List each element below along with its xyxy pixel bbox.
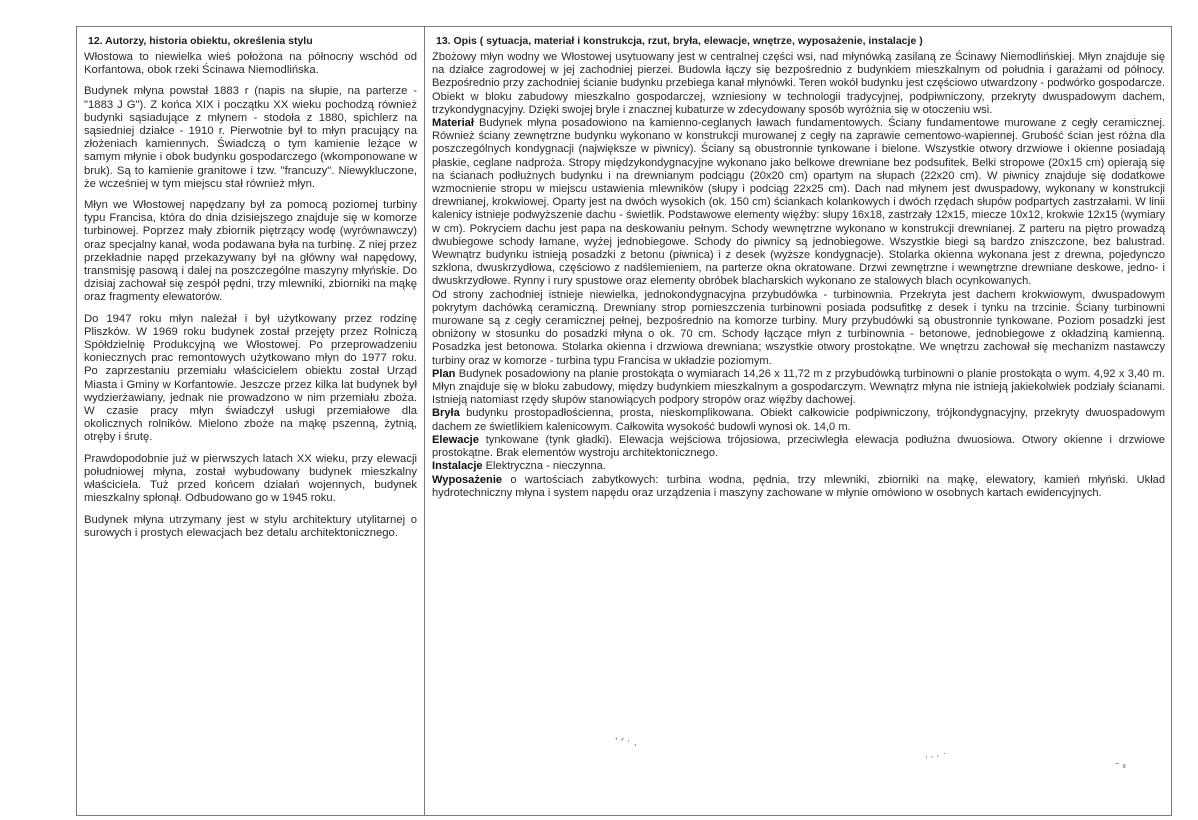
equipment-paragraph xyxy=(432,474,1165,500)
history-paragraph: Prawdopodobnie już w pierwszych latach XX wieku, przy elewacji południowej młyna, został wybudowany budynek mieszkalny właściciela. Tuż przed końcem działań wojennych, budynek mieszkalny spłonął. Odbudowano go w 1945 roku. xyxy=(84,452,417,505)
paragraph-text: Elektryczna - nieczynna. xyxy=(482,460,606,473)
plan-paragraph xyxy=(432,368,1165,408)
scan-speckle: ' ᐟ · ˏ xyxy=(615,737,638,747)
history-paragraph: Budynek młyna powstał 1883 r (napis na słupie, na parterze - "1883 J G"). Z końca XIX i początku XX wieku pochodzą również budynki sąsiadujące z młynem - stodoła z 1880, spichlerz na sąsiedniej działce - 1910 r. Pierwotnie był to młyn pracujący na złożeniach kamiennych. Świadczą o tym kamienie leżące w samym młynie i obok budynku gospodarczego (wkomponowane w bruk). Są to kamienie granitowe i tzw. "francuzy". Niewykluczone, że wcześniej w tym miejscu stał również młyn. xyxy=(84,85,417,190)
paragraph-lead: Instalacje xyxy=(432,460,483,473)
description-paragraph: Obiekt w bloku zabudowy mieszkalno gospodarczej, wzniesiony w technologii tradycyjnej, podpiwniczony, przekryty dwuspadowym dachem, trzykondygnacyjny. Dzięki swojej bryle i znacznej kubaturze w zdecydowany sposób wyróżnia się w otoczeniu wsi. xyxy=(432,90,1165,116)
description-paragraph: Zbożowy młyn wodny we Włostowej usytuowany jest w centralnej części wsi, nad młynówką zasilaną ze Ścinawy Niemodlińskiej. Młyn znajduje się na działce zagrodowej w jej zachodniej pierzei. Budowla łączy się bezpośrednio z budynkiem mieszkalnym od południa i garażami od północy. Bezpośrednio przy zachodniej ścianie budynku przebiega kanał młynówki. Teren wokół budynku jest częściowo utwardzony - podwórko gospodarcze. xyxy=(432,51,1165,90)
paragraph-lead: Wyposażenie xyxy=(432,473,503,486)
paragraph-text: tynkowane (tynk gładki). Elewacja wejściowa trójosiowa, przeciwległa elewacja podłużna dwuosiowa. Otwory okienne i drzwiowe prostokątne. Brak elementów wystroju architektonicznego. xyxy=(432,433,1165,460)
history-paragraph: Młyn we Włostowej napędzany był za pomocą poziomej turbiny typu Francisa, która do dnia dzisiejszego znajduje się w komorze turbinowej. Poprzez mały zbiornik piętrzący wodę (wyrównawczy) oraz specjalny kanał, woda podawana była na turbinę. Z niej przez przekładnie napęd przekazywany był na główny wał napędowy, transmisję pasową i dalej na poszczególne maszyny młyńskie. Do dzisiaj zachował się zespół pędni, trzy mlewniki, zbiorniki na mąkę oraz fragmenty elewatorów. xyxy=(84,199,417,304)
form-sheet xyxy=(76,26,1172,816)
paragraph-text: budynku prostopadłościenna, prosta, nieskomplikowana. Obiekt całkowicie podpiwniczony, trójkondygnacyjny, przekryty dwuospadowym dachem ze świetlikiem kalenicowym. Całkowita wysokość budowli wynosi ok. 14,0 m. xyxy=(432,407,1165,433)
section-13-description xyxy=(425,27,1171,815)
scan-speckle: · · ˑ ˙ xyxy=(925,753,947,763)
material-paragraph xyxy=(432,117,1165,289)
paragraph-lead: Bryła xyxy=(432,407,460,420)
paragraph-text: Budynek posadowiony na planie prostokąta o wymiarach 14,26 x 11,72 m z przybudówką turbinowni o planie prostokąta o wym. 4,92 x 3,40 m. Młyn znajduje się w bloku zabudowy, między budynkiem mieszkalnym a gospodarczym. Wewnątrz młyna nie istnieją jakiekolwiek podziały ścianami. Istnieją natomiast rzędy słupów stanowiących podpory stropów oraz więźby dachowej. xyxy=(432,367,1165,407)
section-13-heading: 13. Opis ( sytuacja, materiał i konstrukcja, rzut, bryła, elewacje, wnętrze, wyposażenie, instalacje ) xyxy=(436,35,923,47)
history-paragraph: Budynek młyna utrzymany jest w stylu architektury utylitarnej o surowych i prostych elewacjach bez detalu architektonicznego. xyxy=(84,513,417,539)
paragraph-text: Od strony zachodniej istnieje niewielka, jednokondygnacyjna przybudówka - turbinownia. Przekryta jest dachem krokwiowym, dwuspadowym pokrytym dachówką ceramiczną. Drewniany strop pomieszczenia turbinowni posiada podsufitkę z desek i tynku na trzcinie. Ściany turbinowni murowane są z cegły ceramicznej pełnej, bezpośrednio na komorze turbiny. Mury przybudówki są obustronnie tynkowane. Poziom posadzki jest obniżony w stosunku do posadzki młyna o ok. 70 cm. Schody łączące młyn z turbinownia - betonowe, jednobiegowe z okładziną kamienną. Posadzka jest betonowa. Stolarka okienna i drzwiowa drewniana; wszystkie otwory prostokątne. We wnętrzu zachował się mechanizm nastawczy turbiny oraz w komorze - turbina typu Francisa w układzie poziomym. xyxy=(432,288,1165,367)
turbine-room-paragraph xyxy=(432,289,1165,368)
paragraph-text: Budynek młyna posadowiono na kamienno-ceglanych ławach fundamentowych. Ściany fundamentowe murowane z cegły ceramicznej. Również ściany zewnętrzne budynku wykonano w konstrukcji murowanej z cegły na zaprawie cementowo-wapiennej. Grubość ścian jest różna dla poszczególnych kondygnacji (największe w piwnicy). Ściany są obustronnie tynkowane i bielone. Wszystkie otwory drzwiowe i okienne posiadają płaskie, ceglane nadproża. Stropy międzykondygnacyjne wykonano jako belkowe drewniane bez podsufitek. Belki stropowe (20x15 cm) opierają się na ścianach podłużnych budynku i na drewnianym podciągu (20x20 cm) opartym na słupach (22x20 cm). W piwnicy znajduje się dodatkowe wzmocnienie stropu w miejscu ustawienia mlewników (słupy i podciąg 22x25 cm). Dach nad młynem jest dwuspadowy, wykonany w konstrukcji drewnianej, krokwiowej. Oparty jest na dwóch wysokich (ok. 150 cm) ściankach kolankowych i dwóch rzędach słupów podpartych zastrzałami. W linii kalenicy istnieje podwyższenie dachu - świetlik. Podstawowe elementy więźby: słupy 16x18, zastrzały 12x15, miecze 10x12, krokwie 12x15 (wymiary w cm). Pokryciem dachu jest papa na deskowaniu pełnym. Schody wewnętrzne wykonano w konstrukcji drewnianej. Z parteru na piętro prowadzą dwubiegowe schody łamane, wyżej jednobiegowe. Schody do piwnicy są jednobiegowe. Wszystkie biegi są bardzo zniszczone, bez balustrad. Wewnątrz budynku istnieją posadzki z betonu (piwnica) i z desek (wyższe kondygnacje). Stolarka okienna wykonana jest z drewna, pojedynczo szklona, dwuskrzydłowa, częściowo z nadślemieniem, na parterze okna okratowane. Drzwi zewnętrzne i wewnętrzne drewniane deskowe, jedno- i dwuskrzydłowe. Rynny i rury spustowe oraz elementy obróbek blacharskich wykonano ze stalowych blach ocynkowanych. xyxy=(432,117,1165,288)
paragraph-text: o wartościach zabytkowych: turbina wodna, pędnia, trzy mlewniki, zbiorniki na mąkę, elewatory, kamień młyński. Układ hydrotechniczny młyna i system napędu oraz urządzenia i maszyny zachowane w młynie omówiono w osobnych kartach ewidencyjnych. xyxy=(432,473,1165,499)
history-paragraph: Do 1947 roku młyn należał i był użytkowany przez rodzinę Pliszków. W 1969 roku budynek został przejęty przez Rolniczą Spółdzielnię Produkcyjną we Włostowej. Po przeprowadzeniu koniecznych prac remontowych użytkowano młyn do 1977 roku. Po zaprzestaniu przemiału właścicielem obiektu został Urząd Miasta i Gminy w Korfantowie. Jeszcze przez kilka lat budynek był wydzierżawiany, jednak nie prowadzono w nim przemiału zboża. W czasie pracy młyn świadczył usługi przemiałowe dla okolicznych rolników. Mielono zboże na mąkę pszenną, żytnią, otręby i śrutę. xyxy=(84,312,417,444)
paragraph-lead: Elewacje xyxy=(432,433,479,446)
paragraph-lead: Materiał xyxy=(432,117,474,130)
section-12-history xyxy=(77,27,425,815)
massing-paragraph xyxy=(432,407,1165,433)
scan-speckle: ˜ ˠ xyxy=(1115,763,1127,773)
installations-paragraph xyxy=(432,460,1165,473)
paragraph-lead: Plan xyxy=(432,367,456,380)
elevations-paragraph xyxy=(432,434,1165,460)
history-paragraph: Włostowa to niewielka wieś położona na północny wschód od Korfantowa, obok rzeki Ścinawa Niemodlińska. xyxy=(84,51,417,77)
section-12-heading: 12. Autorzy, historia obiektu, określenia stylu xyxy=(88,35,313,47)
